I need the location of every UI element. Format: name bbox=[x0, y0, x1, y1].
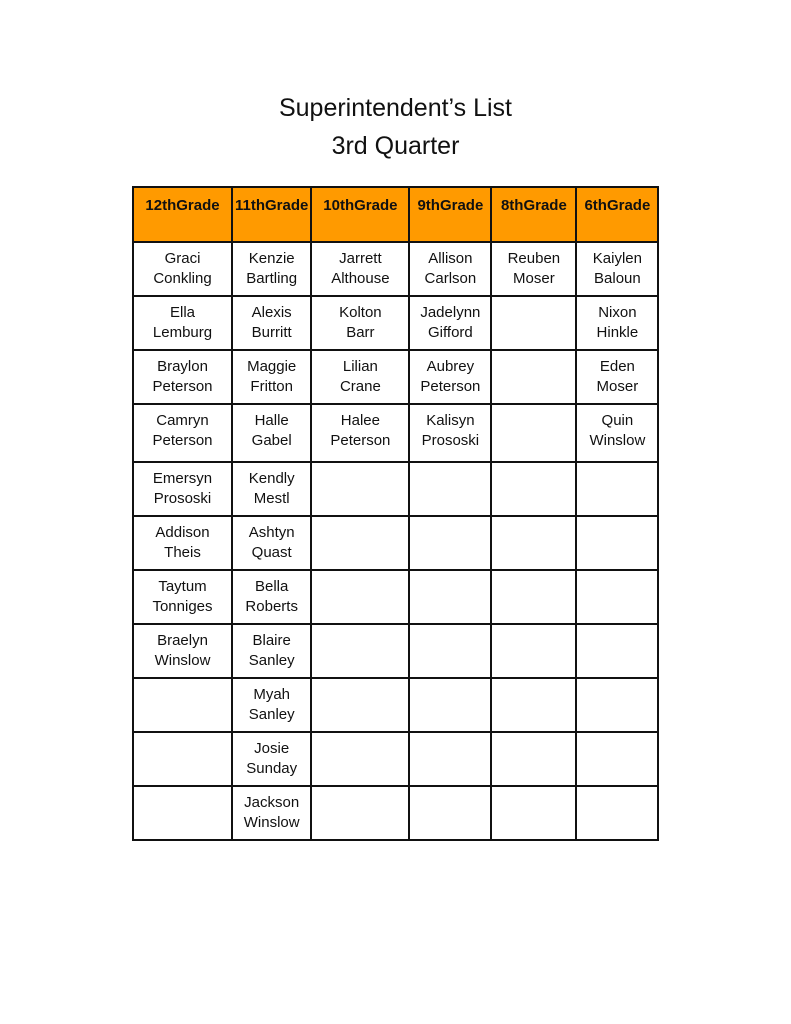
last-name: Sanley bbox=[248, 652, 295, 669]
column-header bbox=[311, 187, 409, 242]
student-name-cell bbox=[311, 296, 409, 350]
empty-cell bbox=[409, 516, 491, 570]
first-name: Jackson bbox=[244, 794, 300, 811]
first-name: Ella bbox=[169, 304, 195, 321]
first-name: Jadelynn bbox=[420, 304, 481, 321]
student-name-cell bbox=[311, 242, 409, 296]
last-name: Crane bbox=[339, 378, 381, 395]
first-name: Quin bbox=[601, 412, 634, 429]
empty-cell bbox=[311, 786, 409, 840]
last-name: Conkling bbox=[153, 270, 212, 287]
student-name-cell bbox=[232, 570, 311, 624]
first-name: Halee bbox=[340, 412, 380, 429]
student-name-cell bbox=[133, 404, 232, 462]
header-text: Grade bbox=[439, 197, 484, 214]
last-name: Sunday bbox=[246, 760, 298, 777]
header-text: 10th bbox=[323, 197, 355, 214]
table-row bbox=[133, 732, 658, 786]
empty-cell bbox=[491, 296, 576, 350]
first-name: Graci bbox=[164, 250, 201, 267]
table-row bbox=[133, 786, 658, 840]
table-row bbox=[133, 624, 658, 678]
student-name-cell bbox=[232, 678, 311, 732]
last-name: Gifford bbox=[428, 324, 473, 341]
header-text: 11th bbox=[235, 197, 266, 214]
header-text: 9th bbox=[417, 197, 440, 214]
empty-cell bbox=[576, 462, 658, 516]
first-name: Kolton bbox=[339, 304, 382, 321]
first-name: Maggie bbox=[247, 358, 297, 375]
first-name: Braelyn bbox=[157, 632, 208, 649]
table-row bbox=[133, 462, 658, 516]
empty-cell bbox=[409, 462, 491, 516]
student-name-cell bbox=[311, 350, 409, 404]
empty-cell bbox=[491, 350, 576, 404]
header-row bbox=[133, 187, 658, 242]
last-name: Mestl bbox=[253, 490, 290, 507]
student-name-cell bbox=[232, 624, 311, 678]
empty-cell bbox=[311, 516, 409, 570]
table-row bbox=[133, 516, 658, 570]
last-name: Baloun bbox=[594, 270, 641, 287]
empty-cell bbox=[311, 462, 409, 516]
last-name: Theis bbox=[164, 544, 201, 561]
first-name: Alexis bbox=[251, 304, 292, 321]
last-name: Peterson bbox=[330, 432, 391, 449]
first-name: Allison bbox=[428, 250, 473, 267]
empty-cell bbox=[491, 786, 576, 840]
student-name-cell bbox=[232, 516, 311, 570]
student-name-cell bbox=[133, 350, 232, 404]
last-name: Moser bbox=[596, 378, 639, 395]
last-name: Bartling bbox=[246, 270, 298, 287]
empty-cell bbox=[576, 516, 658, 570]
last-name: Althouse bbox=[331, 270, 390, 287]
column-header bbox=[133, 187, 232, 242]
header-text: Grade bbox=[354, 197, 398, 214]
student-name-cell bbox=[232, 462, 311, 516]
first-name: Bella bbox=[255, 578, 289, 595]
last-name: Gabel bbox=[251, 432, 292, 449]
student-name-cell bbox=[311, 404, 409, 462]
empty-cell bbox=[133, 732, 232, 786]
empty-cell bbox=[491, 404, 576, 462]
student-name-cell bbox=[133, 570, 232, 624]
student-name-cell bbox=[232, 296, 311, 350]
first-name: Aubrey bbox=[426, 358, 475, 375]
empty-cell bbox=[311, 624, 409, 678]
empty-cell bbox=[491, 570, 576, 624]
student-name-cell bbox=[409, 404, 491, 462]
first-name: Camryn bbox=[156, 412, 209, 429]
empty-cell bbox=[576, 678, 658, 732]
last-name: Lemburg bbox=[152, 324, 213, 341]
last-name: Winslow bbox=[154, 652, 211, 669]
student-name-cell bbox=[409, 350, 491, 404]
student-name-cell bbox=[491, 242, 576, 296]
first-name: Taytum bbox=[158, 578, 207, 595]
last-name: Winslow bbox=[589, 432, 646, 449]
first-name: Halle bbox=[254, 412, 289, 429]
last-name: Prososki bbox=[421, 432, 480, 449]
first-name: Myah bbox=[253, 686, 291, 703]
empty-cell bbox=[576, 570, 658, 624]
empty-cell bbox=[311, 570, 409, 624]
first-name: Josie bbox=[254, 740, 290, 757]
page-title: Superintendent’s List bbox=[278, 94, 513, 122]
first-name: Kenzie bbox=[248, 250, 295, 267]
honor-roll-table bbox=[132, 186, 659, 841]
last-name: Prososki bbox=[153, 490, 212, 507]
column-header bbox=[491, 187, 576, 242]
header-text: 12th bbox=[145, 197, 177, 214]
student-name-cell bbox=[232, 732, 311, 786]
student-name-cell bbox=[133, 242, 232, 296]
first-name: Ashtyn bbox=[248, 524, 295, 541]
empty-cell bbox=[409, 624, 491, 678]
student-name-cell bbox=[576, 350, 658, 404]
last-name: Peterson bbox=[152, 432, 213, 449]
last-name: Peterson bbox=[152, 378, 213, 395]
student-name-cell bbox=[133, 462, 232, 516]
last-name: Quast bbox=[251, 544, 292, 561]
empty-cell bbox=[491, 462, 576, 516]
first-name: Kaiylen bbox=[592, 250, 642, 267]
empty-cell bbox=[311, 678, 409, 732]
student-name-cell bbox=[232, 786, 311, 840]
last-name: Burritt bbox=[251, 324, 292, 341]
empty-cell bbox=[409, 786, 491, 840]
student-name-cell bbox=[409, 242, 491, 296]
header-text: Grade bbox=[265, 197, 309, 214]
last-name: Barr bbox=[346, 324, 375, 341]
first-name: Jarrett bbox=[339, 250, 382, 267]
student-name-cell bbox=[133, 516, 232, 570]
column-header bbox=[232, 187, 311, 242]
empty-cell bbox=[491, 678, 576, 732]
student-name-cell bbox=[232, 350, 311, 404]
empty-cell bbox=[409, 570, 491, 624]
table-row bbox=[133, 678, 658, 732]
student-name-cell bbox=[576, 404, 658, 462]
first-name: Blaire bbox=[252, 632, 291, 649]
student-name-cell bbox=[409, 296, 491, 350]
empty-cell bbox=[133, 786, 232, 840]
last-name: Moser bbox=[513, 270, 555, 287]
last-name: Sanley bbox=[248, 706, 295, 723]
first-name: Eden bbox=[599, 358, 635, 375]
first-name: Kalisyn bbox=[426, 412, 475, 429]
student-name-cell bbox=[133, 296, 232, 350]
table-row bbox=[133, 350, 658, 404]
table-row bbox=[133, 296, 658, 350]
student-name-cell bbox=[232, 404, 311, 462]
column-header bbox=[409, 187, 491, 242]
table-row bbox=[133, 404, 658, 462]
first-name: Reuben bbox=[507, 250, 561, 267]
empty-cell bbox=[576, 624, 658, 678]
student-name-cell bbox=[232, 242, 311, 296]
empty-cell bbox=[491, 732, 576, 786]
page-subtitle: 3rd Quarter bbox=[331, 132, 460, 160]
empty-cell bbox=[576, 786, 658, 840]
table-row bbox=[133, 242, 658, 296]
last-name: Roberts bbox=[245, 598, 298, 615]
first-name: Addison bbox=[155, 524, 210, 541]
header-text: Grade bbox=[606, 197, 651, 214]
header-text: 8th bbox=[500, 197, 524, 214]
first-name: Braylon bbox=[157, 358, 208, 375]
header-text: Grade bbox=[523, 197, 567, 214]
empty-cell bbox=[133, 678, 232, 732]
last-name: Tonniges bbox=[152, 598, 213, 615]
last-name: Peterson bbox=[420, 378, 481, 395]
student-name-cell bbox=[576, 296, 658, 350]
empty-cell bbox=[409, 678, 491, 732]
last-name: Fritton bbox=[250, 378, 293, 395]
first-name: Lilian bbox=[342, 358, 378, 375]
student-name-cell bbox=[576, 242, 658, 296]
last-name: Hinkle bbox=[596, 324, 639, 341]
last-name: Carlson bbox=[424, 270, 477, 287]
empty-cell bbox=[491, 624, 576, 678]
table-row bbox=[133, 570, 658, 624]
empty-cell bbox=[576, 732, 658, 786]
last-name: Winslow bbox=[243, 814, 300, 831]
first-name: Kendly bbox=[248, 470, 295, 487]
column-header bbox=[576, 187, 658, 242]
header-text: Grade bbox=[176, 197, 220, 214]
first-name: Emersyn bbox=[152, 470, 213, 487]
empty-cell bbox=[311, 732, 409, 786]
student-name-cell bbox=[133, 624, 232, 678]
first-name: Nixon bbox=[598, 304, 637, 321]
header-text: 6th bbox=[584, 197, 607, 214]
empty-cell bbox=[491, 516, 576, 570]
empty-cell bbox=[409, 732, 491, 786]
